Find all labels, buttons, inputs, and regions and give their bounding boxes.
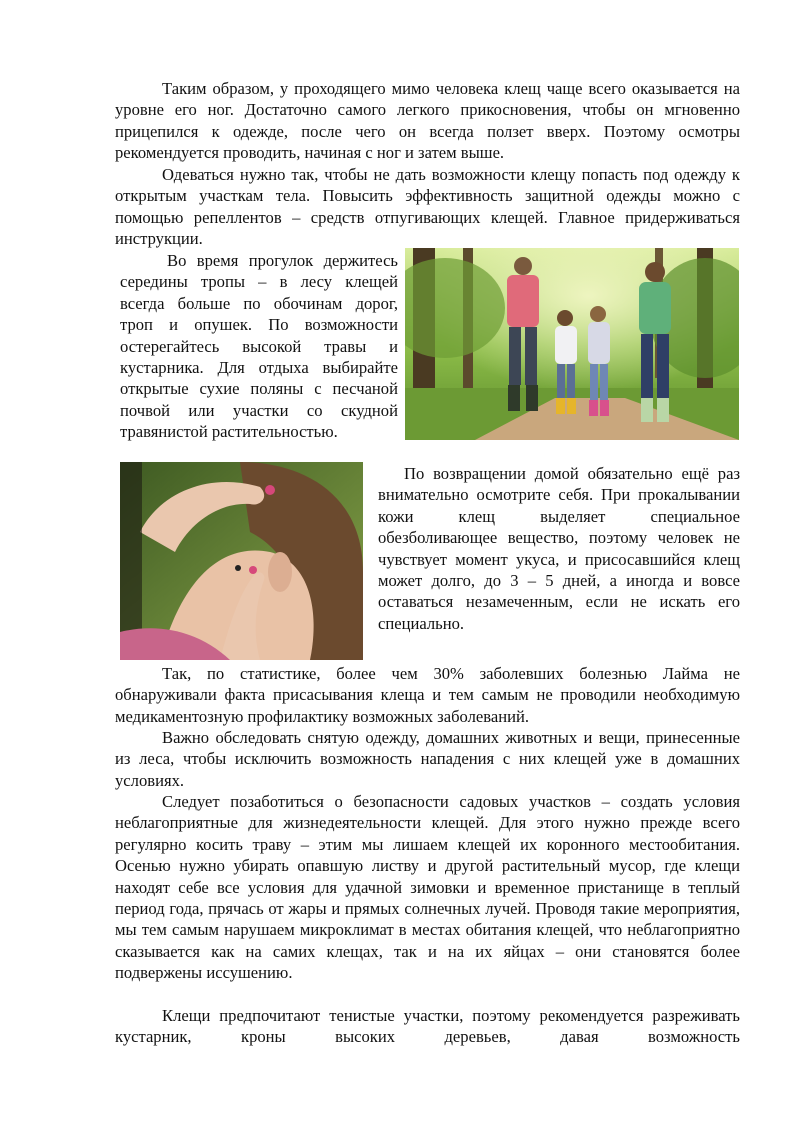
paragraph-4: По возвращении домой обязательно ещё раз внимательно осмотрите себя. При прокалывании кожи клещ выделяет специальное обезболивающее вещество, поэтому человек не чувствует момент укуса, и присосавшийся клещ может долго, до 3 – 5 дней, а иногда и вовсе оставаться незамеченным, если не искать его специально. bbox=[378, 464, 740, 633]
paragraph-6: Важно обследовать снятую одежду, домашних животных и вещи, принесенные из леса, чтобы исключить возможность нападения с них клещей уже в домашних условиях. bbox=[115, 728, 740, 790]
paragraph-1: Таким образом, у проходящего мимо человека клещ чаще всего оказывается на уровне его ног. Достаточно самого легкого прикосновения, чтобы он мгновенно прицепился к одежде, после чего он всегда ползет вверх. Поэтому осмотры рекомендуется проводить, начиная с ног и затем выше. bbox=[115, 79, 740, 163]
paragraph-3: Во время прогулок держитесь середины тропы – в лесу клещей всегда больше по обочинам дорог, троп и опушек. По возможности остерегайтесь высокой травы и кустарника. Для отдыха выбирайте открытые сухие поляны с песчаной почвой или участки со скудной травянистой растительностью. bbox=[120, 251, 398, 442]
paragraph-5: Так, по статистике, более чем 30% заболевших болезнью Лайма не обнаруживали факта присасывания клеща и тем самым не проводили необходимую медикаментозную профилактику возможных заболеваний. bbox=[115, 664, 740, 726]
neck-check-photo bbox=[120, 462, 363, 660]
family-walking-photo bbox=[405, 248, 739, 440]
paragraph-8: Клещи предпочитают тенистые участки, поэтому рекомендуется разреживать кустарник, кроны высоких деревьев, давая возможность bbox=[115, 1006, 740, 1047]
paragraph-2: Одеваться нужно так, чтобы не дать возможности клещу попасть под одежду к открытым участкам тела. Повысить эффективность защитной одежды можно с помощью репеллентов – средств отпугивающих клещей. Главное придерживаться инструкции. bbox=[115, 165, 740, 249]
paragraph-7: Следует позаботиться о безопасности садовых участков – создать условия неблагоприятные для жизнедеятельности клещей. Для этого нужно прежде всего регулярно косить траву – этим мы лишаем клещей их коронного местообитания. Осенью нужно убирать опавшую листву и другой растительный мусор, где клещи находят себе все условия для удачной зимовки и временное пристанище в теплый период года, прячась от жары и прямых солнечных лучей. Проводя такие мероприятия, мы тем самым нарушаем микроклимат в местах обитания клещей, что неблагоприятно сказывается как на самих клещах, так и на их яйцах – они становятся более подвержены иссушению. bbox=[115, 792, 740, 983]
